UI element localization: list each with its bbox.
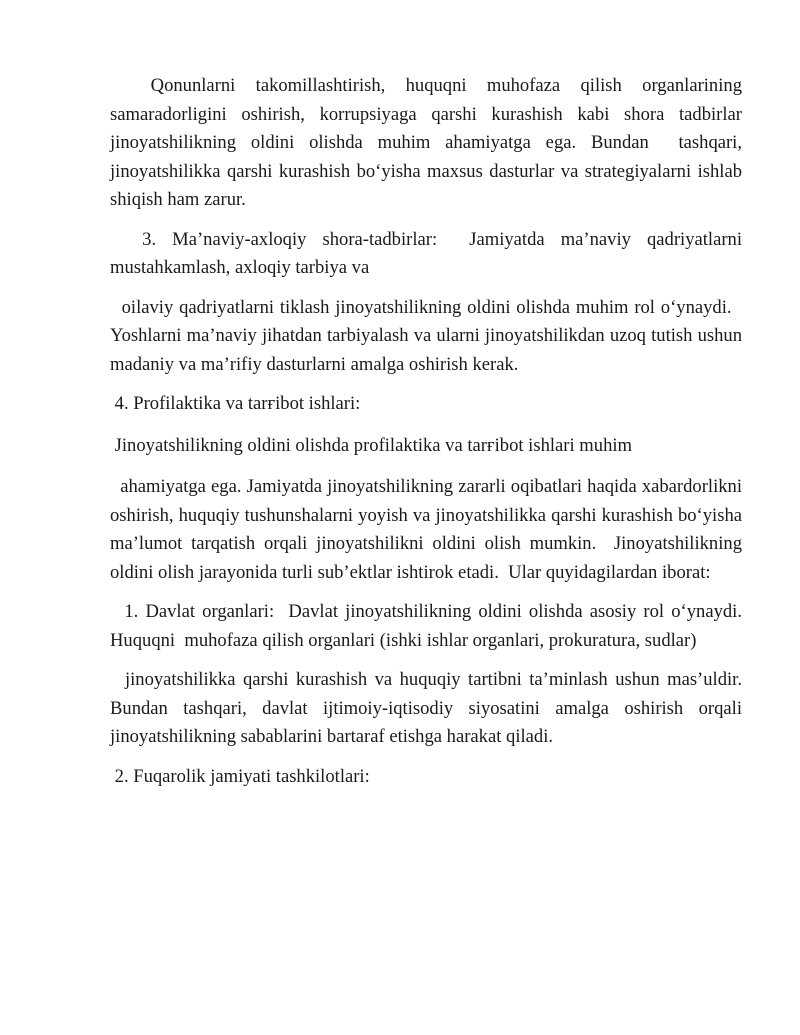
paragraph-prevention-heading: 4. Profilaktika va tarғibot ishlari: — [110, 393, 361, 414]
paragraph-state-bodies: 1. Davlat organlari: Davlat jinoyatshilikning oldini olishda asosiy rol o‘ynaydi. Huquqni muhofaza qilish organlari (ishki ishlar organlari, prokuratura, sudlar) — [110, 601, 742, 651]
paragraph-family-values: oilaviy qadriyatlarni tiklash jinoyatshilikning oldini olishda muhim rol o‘ynaydi. Yoshlarni ma’naviy jihatdan tarbiyalash va ularni jinoyatshilikdan uzoq tutish ushun madaniy va ma’rifiy dasturlarni amalga oshirish kerak. — [110, 296, 742, 375]
document-body — [110, 72, 742, 802]
paragraph-awareness: ahamiyatga ega. Jamiyatda jinoyatshilikning zararli oqibatlari haqida xabardorlikni oshirish, huquqiy tushunshalarni yoyish va jinoyatshilikka qarshi kurashish bo‘yisha ma’lumot tarqatish orqali jinoyatshilikni oldini olish mumkin. Jinoyatshilikning oldini olish jarayonida turli sub’ektlar ishtirok etadi. Ular quyidagilardan iborat: — [110, 476, 742, 583]
paragraph-law-enforcement: jinoyatshilikka qarshi kurashish va huquqiy tartibni ta’minlash ushun mas’uldir. Bundan tashqari, davlat ijtimoiy-iqtisodiy siyosatini amalga oshirish orqali jinoyatshilikning sabablarini bartaraf etishga harakat qiladi. — [110, 669, 742, 747]
paragraph-civil-society-heading: 2. Fuqarolik jamiyati tashkilotlari: — [110, 765, 370, 787]
paragraph-law-improvement: Qonunlarni takomillashtirish, huquqni muhofaza qilish organlarining samaradorligini oshirish, korrupsiyaga qarshi kurashish kabi shora tadbirlar jinoyatshilikning oldini olishda muhim ahamiyatga ega. Bundan tashqari, jinoyatshilikka qarshi kurashish bo‘yisha maxsus dasturlar va strategiyalarni ishlab shiqish ham zarur. — [110, 75, 742, 210]
paragraph-spiritual-measures-heading: 3. Ma’naviy-axloqiy shora-tadbirlar: Jamiyatda ma’naviy qadriyatlarni mustahkamlash, axloqiy tarbiya va — [110, 228, 742, 278]
paragraph-prevention-intro: Jinoyatshilikning oldini olishda profilaktika va tarғibot ishlari muhim — [110, 434, 632, 456]
